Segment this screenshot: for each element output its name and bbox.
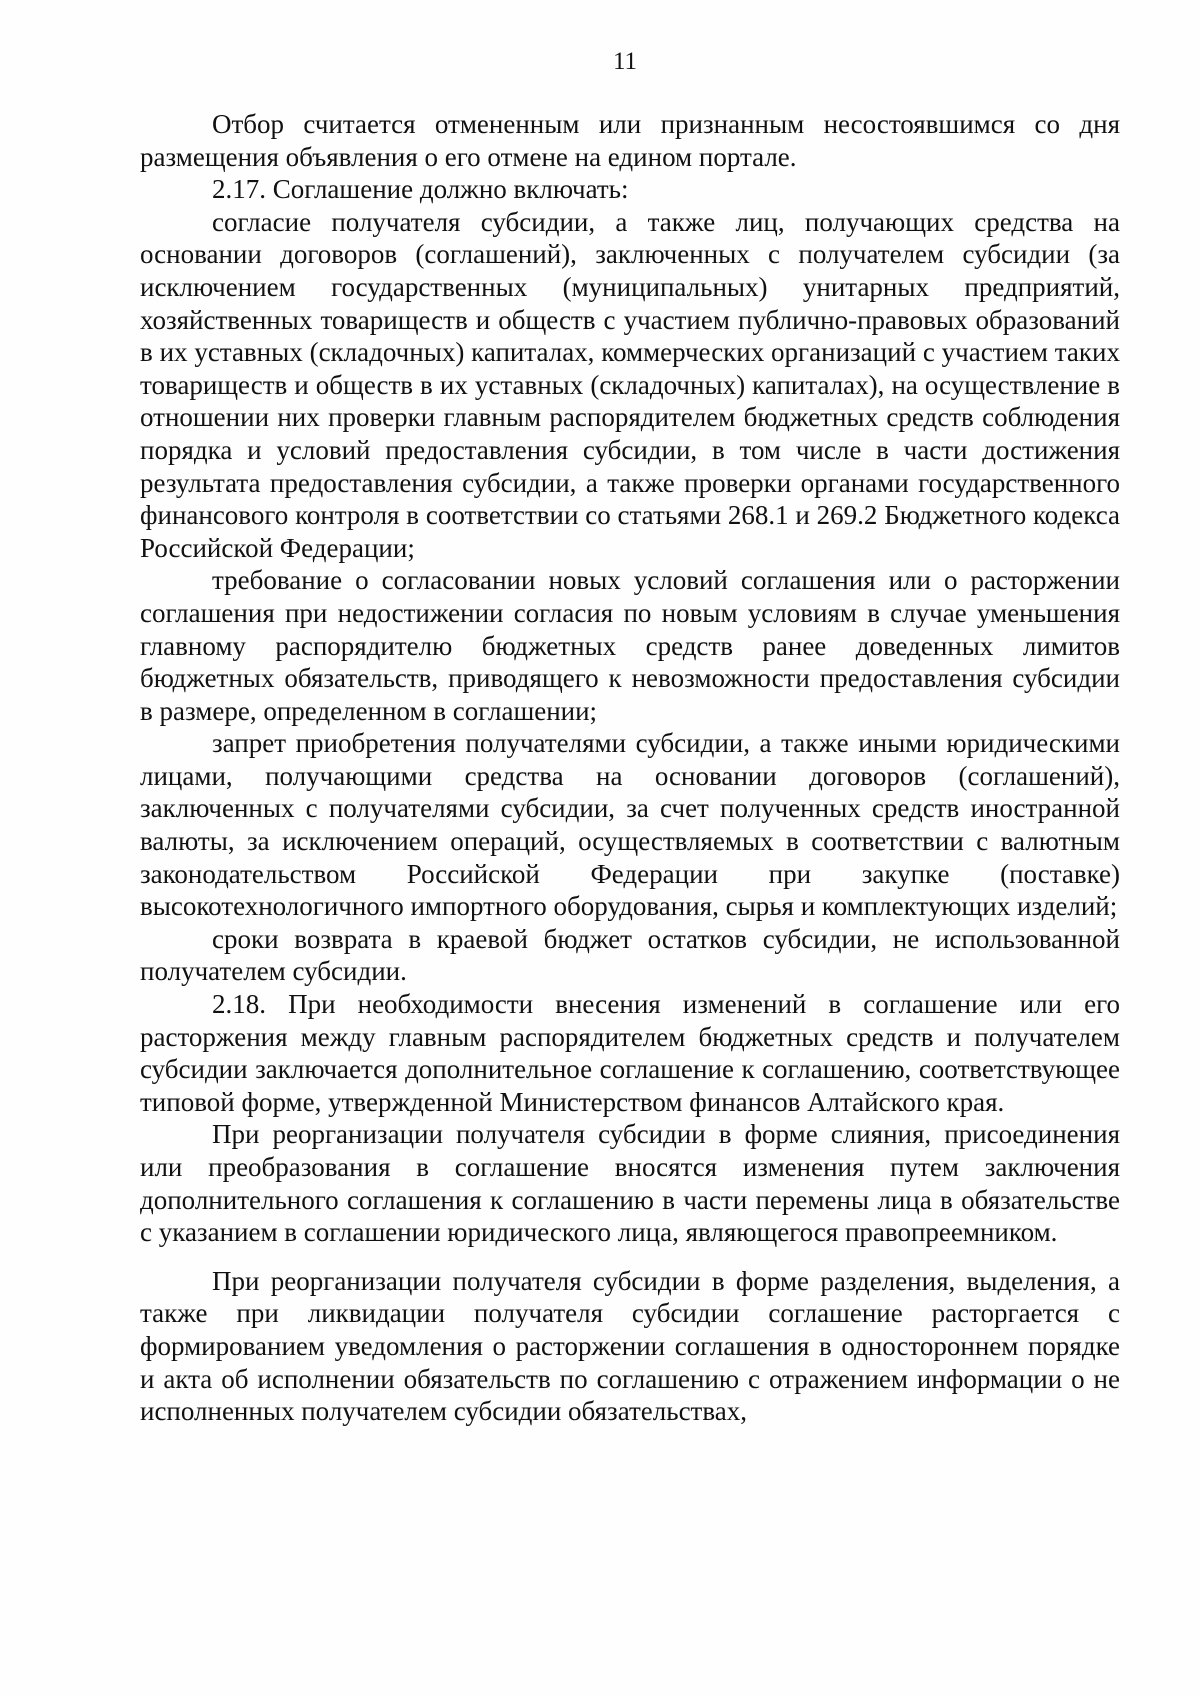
paragraph-selection-cancelled: Отбор считается отмененным или признанным несостоявшимся со дня размещения объявления о его отмене на едином портале. <box>140 109 1120 172</box>
paragraph-return-deadlines: сроки возврата в краевой бюджет остатков субсидии, не использованной получателем субсидии. <box>140 923 1120 987</box>
page-number: 11 <box>612 48 638 75</box>
document-body <box>140 108 1120 1428</box>
paragraph-2-17-heading: 2.17. Соглашение должно включать: <box>212 174 629 205</box>
paragraph-currency-purchase-ban: запрет приобретения получателями субсидии, а также иными юридическими лицами, получающими средства на основании договоров (соглашений), заключенных с получателями субсидии, за счет полученных средств иностранной валюты, за исключением операций, осуществляемых в соответствии с валютным законодательством Российской Федерации при закупке (поставке) высокотехнологичного импортного оборудования, сырья и комплектующих изделий; <box>140 728 1120 922</box>
paragraph-reorganization-merger: При реорганизации получателя субсидии в форме слияния, присоединения или преобразования в соглашение вносятся изменения путем заключения дополнительного соглашения к соглашению в части перемены лица в обязательстве с указанием в соглашении юридического лица, являющегося правопреемником. <box>140 1119 1120 1248</box>
paragraph-new-conditions-requirement: требование о согласовании новых условий соглашения или о расторжении соглашения при недостижении согласия по новым условиям в случае уменьшения главному распорядителю бюджетных средств ранее доведенных лимитов бюджетных обязательств, приводящего к невозможности предоставления субсидии в размере, определенном в соглашении; <box>140 565 1120 726</box>
paragraph-reorganization-division: При реорганизации получателя субсидии в форме разделения, выделения, а также при ликвидации получателя субсидии соглашение расторгается с формированием уведомления о расторжении соглашения в одностороннем порядке и акта об исполнении обязательств по соглашению с отражением информации о не исполненных получателем субсидии обязательствах, <box>140 1265 1120 1427</box>
paragraph-2-18-amendments: 2.18. При необходимости внесения изменений в соглашение или его расторжения между главным распорядителем бюджетных средств и получателем субсидии заключается дополнительное соглашение к соглашению, соответствующее типовой форме, утвержденной Министерством финансов Алтайского края. <box>140 989 1120 1117</box>
paragraph-consent-inspection: согласие получателя субсидии, а также лиц, получающих средства на основании договоров (соглашений), заключенных с получателем субсидии (за исключением государственных (муниципальных) унитарных предприятий, хозяйственных товариществ и обществ с участием публично-правовых образований в их уставных (складочных) капиталах, коммерческих организаций с участием таких товариществ и обществ в их уставных (складочных) капиталах), на осуществление в отношении них проверки главным распорядителем бюджетных средств соблюдения порядка и условий предоставления субсидии, в том числе в части достижения результата предоставления субсидии, а также проверки органами государственного финансового контроля в соответствии со статьями 268.1 и 269.2 Бюджетного кодекса Российской Федерации; <box>140 206 1120 563</box>
